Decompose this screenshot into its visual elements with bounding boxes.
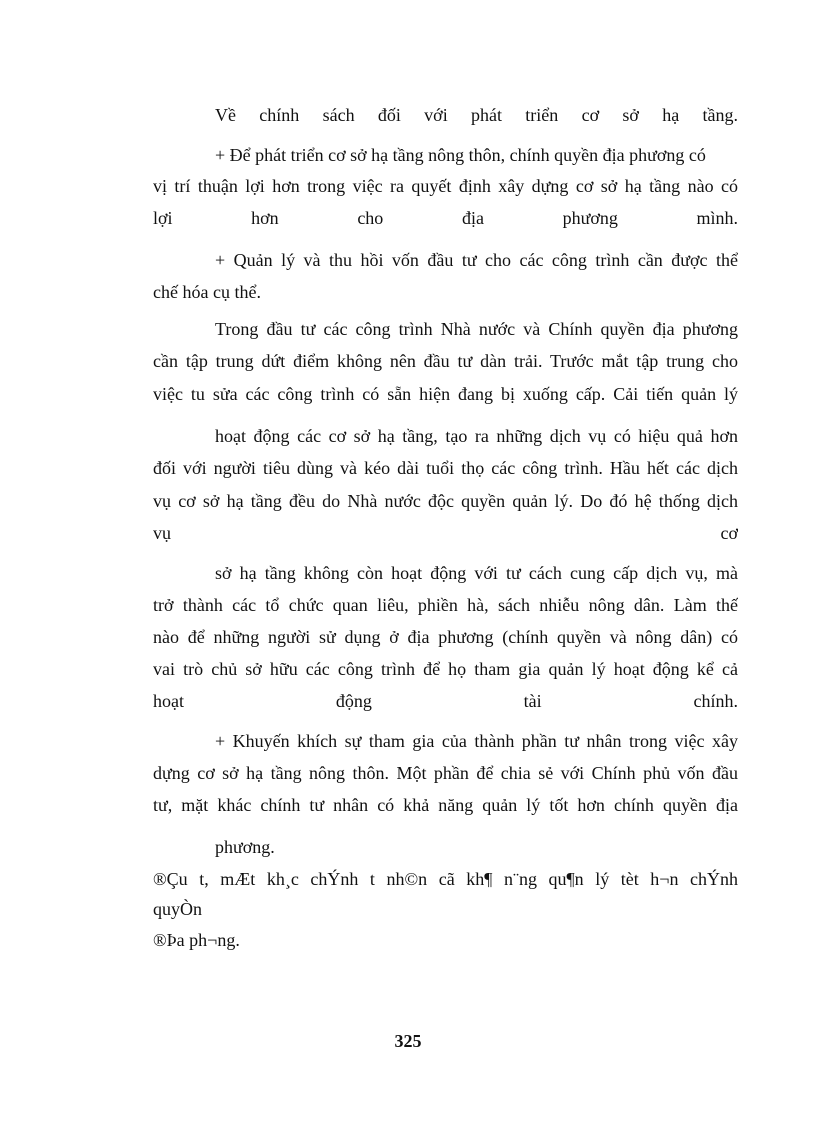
text-line: quyÒn: [153, 899, 202, 919]
page-number: 325: [394, 1031, 422, 1051]
text-line: + Khuyến khích sự tham gia của thành phần tư nhân trong việc xây: [215, 731, 738, 751]
text-line: Trong đầu tư các công trình Nhà nước và Chính quyền địa phương: [215, 319, 738, 339]
text-line: Về chính sách đối với phát triển cơ sở hạ tầng.: [215, 105, 738, 125]
text-line: lợi hơn cho địa phương mình.: [153, 208, 738, 228]
text-line: tư, mặt khác chính tư nhân có khả năng quản lý tốt hơn chính quyền địa: [153, 795, 738, 815]
text-line: vụ cơ: [153, 523, 738, 543]
text-line: đối với người tiêu dùng và kéo dài tuổi thọ các công trình. Hầu hết các dịch: [153, 458, 738, 478]
text-line: + Để phát triển cơ sở hạ tầng nông thôn, chính quyền địa phương có: [215, 145, 706, 165]
text-line: chế hóa cụ thể.: [153, 282, 261, 302]
text-line: cần tập trung dứt điểm không nên đầu tư dàn trải. Trước mắt tập trung cho: [153, 351, 738, 371]
text-line: + Quản lý và thu hồi vốn đầu tư cho các công trình cần được thể: [215, 250, 738, 270]
text-line: trở thành các tổ chức quan liêu, phiền hà, sách nhiễu nông dân. Làm thế: [153, 595, 738, 615]
text-line: sở hạ tầng không còn hoạt động với tư cách cung cấp dịch vụ, mà: [215, 563, 738, 583]
text-line: vai trò chủ sở hữu các công trình để họ tham gia quản lý hoạt động kể cả: [153, 659, 738, 679]
text-line: phương.: [215, 837, 275, 857]
text-line: ®Çu t, mÆt kh¸c chÝnh t nh©n cã kh¶ n¨ng qu¶n lý tèt h¬n chÝnh: [153, 869, 738, 889]
text-line: ®Þa ph¬ng.: [153, 930, 240, 950]
text-line: dựng cơ sở hạ tầng nông thôn. Một phần để chia sẻ với Chính phủ vốn đầu: [153, 763, 738, 783]
text-line: việc tu sửa các công trình có sẵn hiện đang bị xuống cấp. Cải tiến quản lý: [153, 384, 738, 404]
text-line: nào để những người sử dụng ở địa phương (chính quyền và nông dân) có: [153, 627, 738, 647]
text-line: vụ cơ sở hạ tầng đều do Nhà nước độc quyền quản lý. Do đó hệ thống dịch: [153, 491, 738, 511]
text-line: hoạt động các cơ sở hạ tầng, tạo ra những dịch vụ có hiệu quả hơn: [215, 426, 738, 446]
text-line: hoạt động tài chính.: [153, 691, 738, 711]
text-line: vị trí thuận lợi hơn trong việc ra quyết định xây dựng cơ sở hạ tầng nào có: [153, 176, 738, 196]
